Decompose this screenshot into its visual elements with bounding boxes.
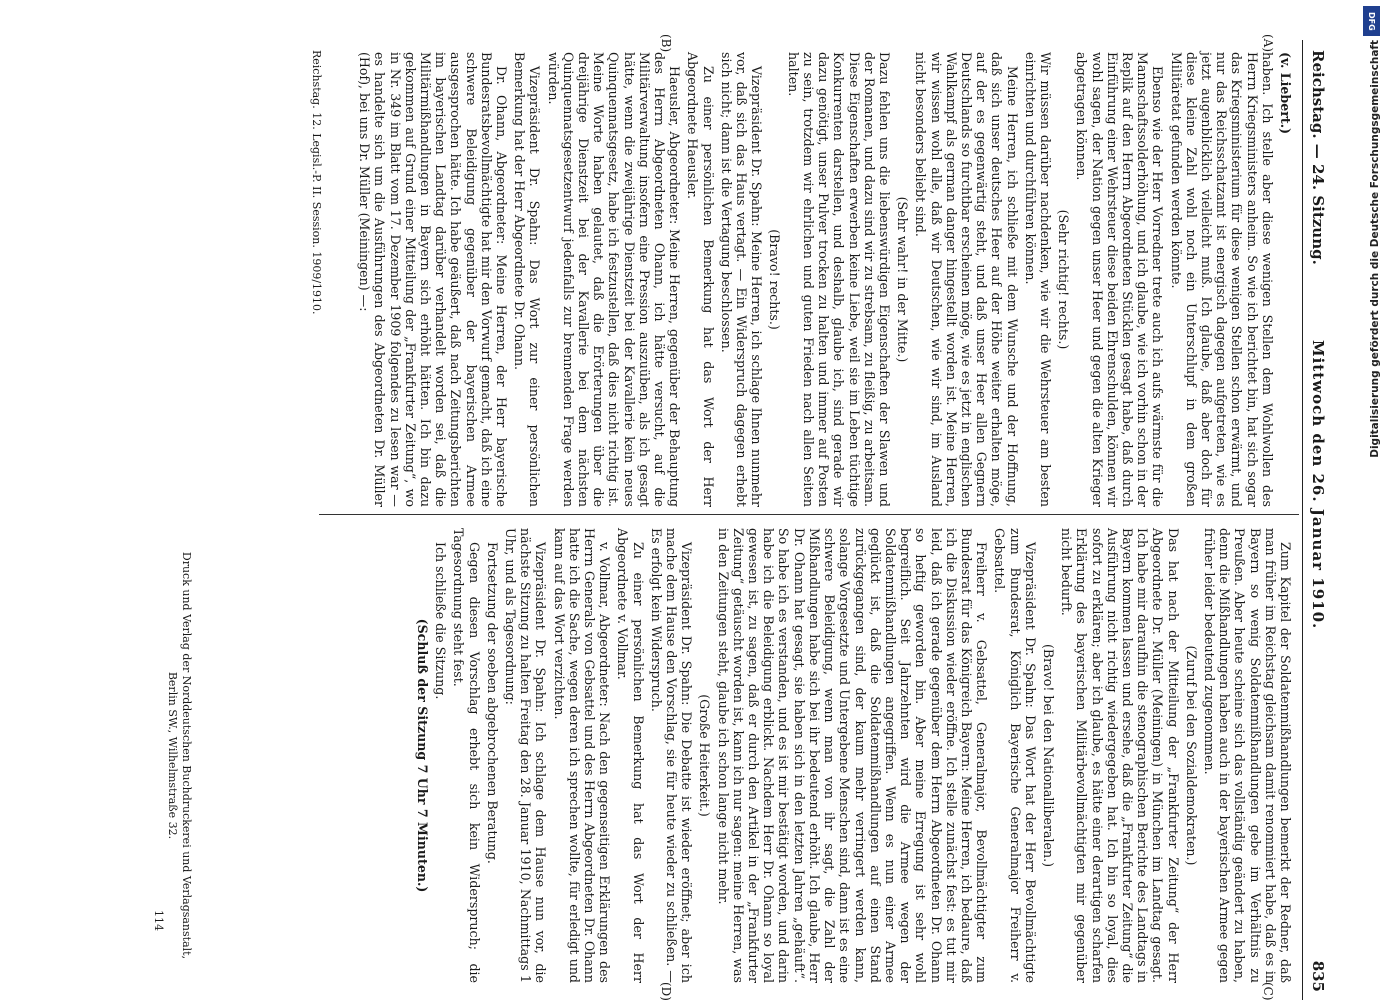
interjection: (Bravo! rechts.) <box>767 229 783 330</box>
interjection: (Bravo! bei den Nationalliberalen.) <box>1040 643 1056 868</box>
paragraph: Vizepräsident Dr. Spahn: Ich schlage dem Hause nun vor, die nächste Sitzung zu halten Freitag den 28. Januar 1910, Nachmittags 1 Uhr, und als Tagesordnung: <box>503 528 549 983</box>
paragraph: v. Vollmar, Abgeordneter: Nach den gegenseitigen Erklärungen des Herrn Generals von Gebsattel und des Herrn Abgeordneten Dr. Ohann hatte ich die Sache, wegen deren ich sprechen wollte, für erledigt und kann auf das Wort verzichten. <box>551 528 613 983</box>
paragraph: Gegen diesen Vorschlag erhebt sich kein Widerspruch; die Tagesordnung steht fest. <box>451 528 482 983</box>
paragraph: Fortsetzung der soeben abgebrochenen Beratung. <box>484 542 500 864</box>
imprint-line-1: Druck und Verlag der Norddeutschen Buchdruckerei und Verlagsanstalt, <box>180 551 193 960</box>
dfg-logo: DFG <box>1363 6 1380 36</box>
interjection: (Große Heiterkeit.) <box>697 694 713 817</box>
margin-marker-d: (D) <box>659 982 673 1001</box>
right-column <box>412 528 1293 983</box>
paragraph: Ich schließe die Sitzung. <box>433 542 449 700</box>
quote-paragraph: Zum Kapitel der Soldatenmißhandlungen bemerkt der Redner, daß man früher im Reichstag gleichsam damit renommiert habe, daß es in Bayern so wenig Soldatenmißhandlungen gebe im Verhältnis zu Preußen. Aber heute scheine sich das vollständig geändert zu haben, denn die Mißhandlungen haben auch in der bayerischen Armee gegen früher leider bedeutend zugenommen. <box>1201 528 1293 983</box>
dfg-funding-note: Digitalisierung gefördert durch die Deutsche Forschungsgemeinschaft <box>1369 40 1381 458</box>
dfg-sidebar <box>1359 0 1383 1000</box>
rotated-page-content <box>43 34 1333 1001</box>
printer-signature: 114 <box>152 910 165 931</box>
paragraph: Haeusler, Abgeordneter: Meine Herren, gegenüber der Behauptung des Herrn Abgeordneten Ohann, ich hätte versucht, auf die Militärverwaltung insofern eine Pression auszuüben, als ich gesagt hätte, wenn die zweijährige Dienstzeit bei der Kavallerie kein neues Quinquennatsgesetz, habe ich festzustellen, daß dies nicht richtig ist. Meine Worte haben gelautet, daß die Erörterungen über die dreijährige Dienstzeit bei der Kavallerie bei dem nächsten Quinquennatsgesetzentwurf jedenfalls zur brennenden Frage werden würden. <box>545 52 683 507</box>
paragraph: Freiherr v. Gebsattel, Generalmajor, Bevollmächtigter zum Bundesrat für das Königreich Bayern: Meine Herren, ich bedaure, daß ich die Diskussion wieder eröffne. Ich stelle zunächst fest: es tut mir leid, daß ich gerade gegenüber dem Herrn Abgeordneten Dr. Ohann so heftig geworden bin. Aber meine Erregung ist sehr wohl begreiflich. Seit Jahrzehnten wird die Armee wegen der Soldatenmißhandlungen angegriffen. Wenn es nun einer Armee geglückt ist, daß die Soldatenmißhandlungen auf einen Stand zurückgegangen sind, der kaum mehr verringert werden kann, solange Vorgesetzte und Untergebene Menschen sind, dann ist es eine schwere Beleidigung, wenn man von ihr sagt, die Zahl der Mißhandlungen habe sich bei ihr bedeutend erhöht. Ich glaube, Herr Dr. Ohann hat gesagt, sie haben sich in den letzten Jahren „gehäuft“. So habe ich es verstanden, und es ist mir bestätigt worden, und darin habe ich die Beleidigung erblickt. Nachdem Herr Dr. Ohann so loyal gewesen ist, zu sagen, daß er durch den Artikel in der „Frankfurter Zeitung“ getäuscht worden ist, kann ich nur sagen: meine Herren, was in den Zeitungen steht, glaube ich schon lange nicht mehr. <box>715 528 990 983</box>
page-footer: Reichstag. 12. Legisl.-P. II. Session. 1909/1910. <box>310 50 323 315</box>
interjection: (Sehr richtig! rechts.) <box>1056 209 1072 350</box>
margin-marker-a: (A) <box>1261 34 1275 53</box>
speaker-tag: (v. Liebert.) <box>1278 52 1293 135</box>
paragraph: Vizepräsident Dr. Spahn: Das Wort zur einer persönlichen Bemerkung hat der Herr Abgeordnete Dr. Ohann. <box>512 52 543 507</box>
margin-marker-c: (C) <box>1261 982 1275 1001</box>
paragraph: Dr. Ohann, Abgeordneter: Meine Herren, der Herr bayerische Bundesratsbevollmächtigte hat mir den Vorwurf gemacht, daß ich eine schwere Beleidigung gegenüber der bayerischen Armee ausgesprochen hätte. Ich habe geäußert, daß nach Zeitungsberichten im bayerischen Landtag darüber verhandelt worden sei, daß die Militärmißhandlungen in Bayern sich erhöht hätten. Ich bin dazu gekommen auf Grund einer Mitteilung der „Frankfurter Zeitung“, wo in Nr. 349 im Blatt vom 17. Dezember 1909 folgendes zu lesen war — es handelte sich um die Ausführungen des Abgeordneten Dr. Müller (Hof), bei uns Dr. Müller (Meiningen) —: <box>357 52 510 507</box>
page-number: 835 <box>1309 960 1327 992</box>
column-divider <box>319 514 1299 515</box>
header-date: Mittwoch den 26. Januar 1910. <box>1309 340 1327 630</box>
paragraph: Vizepräsident Dr. Spahn: Meine Herren, ich schlage Ihnen nunmehr vor, daß sich das Haus vertagt. — Ein Widerspruch dagegen erhebt sich nicht; dann ist die Vertagung beschlossen. <box>718 52 765 507</box>
header-left: Reichstag. — 24. Sitzung. <box>1309 50 1327 265</box>
paragraph: Das hat nach der Mitteilung der „Frankfurter Zeitung“ der Herr Abgeordnete Dr. Müller (Meiningen) in München im Landtag gesagt. Ich habe mir daraufhin die stenographischen Berichte des Landtags in Bayern kommen lassen und ersehe, daß die „Frankfurter Zeitung“ die Ausführung nicht richtig wiedergegeben hat. Ich bin so loyal, dies sofort zu erklären; aber ich glaube, es hätte einer derartigen scharfen Erklärung des bayerischen Militärbevollmächtigten mir gegenüber nicht bedurft. <box>1059 528 1181 983</box>
paragraph: Vizepräsident Dr. Spahn: Die Debatte ist wieder eröffnet; aber ich mache dem Hause den Vorschlag, sie für heute wieder zu schließen. — Es erfolgt kein Widerspruch. <box>648 528 695 983</box>
paragraph: Zu einer persönlichen Bemerkung hat das Wort der Herr Abgeordnete Haeusler. <box>685 52 716 507</box>
paragraph: Vizepräsident Dr. Spahn: Das Wort hat der Herr Bevollmächtigte zum Bundesrat, Königlich Bayerische Generalmajor Freiherr v. Gebsattel. <box>992 528 1038 983</box>
imprint-line-2: Berlin SW., Wilhelmstraße 32. <box>166 671 179 840</box>
left-column <box>354 52 1293 507</box>
paragraph: Wir müssen darüber nachdenken, wie wir die Wehrsteuer am besten einrichten und durchführen können. <box>1022 52 1053 507</box>
paragraph: haben. Ich stelle aber diese wenigen Stellen dem Wohlwollen des Herrn Kriegsministers anheim. So wie ich berichtet bin, hat sich sogar das Kriegsministerium für diese wenigen Stellen schon erwärmt, und nur das Reichsschatzamt ist energisch dagegen aufgetreten, wie es jetzt augenblicklich vielleicht muß. Ich glaube, daß aber doch für diese kleine Zahl wohl noch ein Unterschlupf in dem großen Militäretat gefunden werden könnte. <box>1168 52 1275 507</box>
page-header <box>1302 40 1333 1000</box>
paragraph: Meine Herren, ich schließe mit dem Wunsche und der Hoffnung, daß sich unser deutsches Heer auf der Höhe weiter erhalten möge, auf der es gegenwärtig steht, und daß unser Heer allen Gegnern Deutschlands so furchtbar erscheinen möge, wie es jetzt in englischen Wahlkampf als german danger hingestellt worden ist. Meine Herren, wir wissen wohl alle, daß wir Deutschen, wie wir sind, im Ausland nicht besonders beliebt sind. <box>913 52 1020 507</box>
paragraph: Zu einer persönlichen Bemerkung hat das Wort der Herr Abgeordnete v. Vollmar. <box>615 528 646 983</box>
session-close: (Schluß der Sitzung 7 Uhr 7 Minuten.) <box>415 618 431 893</box>
paragraph: Dazu fehlen uns die liebenswürdigen Eigenschaften der Slawen und der Romanen, und dazu sind wir zu strebsam, zu fleißig, zu arbeitsam. Diese Eigenschaften erwerben keine Liebe, weil sie im Leben tüchtige Konkurrenten darstellen, und deshalb, glaube ich, sind gerade wir dazu genötigt, unser Pulver trocken zu halten und immer auf Posten zu sein, trotzdem wir ehrlichen und guten Frieden nach allen Seiten halten. <box>785 52 892 507</box>
margin-marker-b: (B) <box>659 34 673 53</box>
interjection: (Zuruf bei den Sozialdemokraten.) <box>1183 645 1199 866</box>
paragraph: Ebenso wie der Herr Vorredner trete auch ich aufs wärmste für die Mannschaftssolderhöhung, und ich glaube, wie ich vorhin schon in der Replik auf den Herrn Abgeordneten Stücklen gesagt habe, daß durch Einführung einer Wehrsteuer diese beiden Ehrenschulden, können wir wohl sagen, der Nation gegen unser Heer und gegen die alten Krieger abgetragen können. <box>1074 52 1166 507</box>
interjection: (Sehr wahr! in der Mitte.) <box>895 196 911 363</box>
printer-imprint <box>165 528 193 983</box>
